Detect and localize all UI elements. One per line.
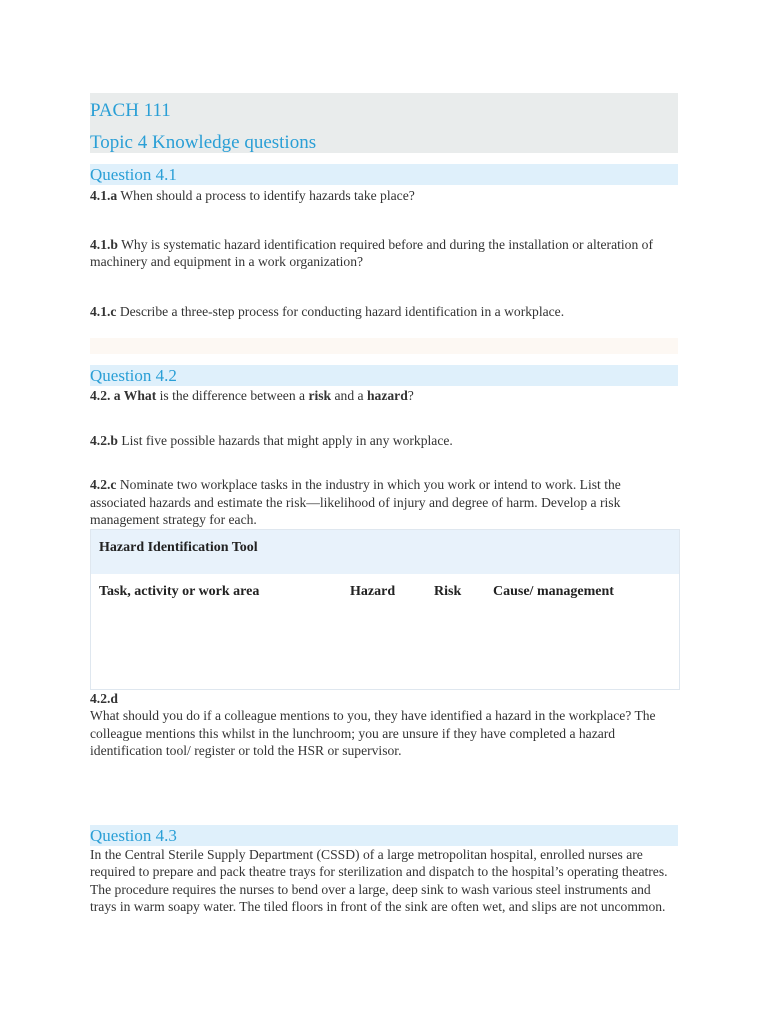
bold-term-risk: risk <box>308 388 332 403</box>
question-label: 4.1.c <box>90 303 117 319</box>
table-header-row <box>91 574 679 689</box>
column-task: Task, activity or work area <box>99 583 260 599</box>
question-text: and a <box>331 388 367 403</box>
question-4-3-heading: Question 4.3 <box>90 825 678 846</box>
question-text: Nominate two workplace tasks in the industry in which you work or intend to work. List the associated hazards and estimate the risk—likelihood of injury and degree of harm. Develop a risk management strategy for each. <box>90 477 621 527</box>
topic-title: Topic 4 Knowledge questions <box>90 132 317 153</box>
question-text: Why is systematic hazard identification required before and during the installation or alteration of machinery and equipment in a work organization? <box>90 236 653 269</box>
question-text: List five possible hazards that might apply in any workplace. <box>117 432 453 448</box>
question-4-3-scenario: In the Central Sterile Supply Department (CSSD) of a large metropolitan hospital, enrolled nurses are required to prepare and pack theatre trays for sterilization and dispatch to the hospital’s operating theatres. The procedure requires the nurses to bend over a large, deep sink to wash various steel instruments and trays in warm soapy water. The tiled floors in front of the sink are often wet, and slips are not uncommon. <box>90 846 668 914</box>
question-4-2-a <box>90 387 678 405</box>
question-text: When should a process to identify hazards take place? <box>117 188 415 203</box>
question-label: 4.1.b <box>90 236 118 252</box>
question-4-2-b <box>90 432 678 450</box>
title-block <box>90 93 678 153</box>
question-4-1-a <box>90 187 678 205</box>
table-title: Hazard Identification Tool <box>91 530 679 574</box>
column-cause-management: Cause/ management <box>493 583 614 599</box>
question-4-2-heading: Question 4.2 <box>90 365 678 386</box>
question-4-2-d: What should you do if a colleague mentions to you, they have identified a hazard in the workplace? The colleague mentions this whilst in the lunchroom; you are unsure if they have completed a hazard identification tool/ register or told the HSR or supervisor. <box>90 708 656 758</box>
bold-term-hazard: hazard <box>366 388 408 403</box>
question-label: 4.2.c <box>90 477 117 492</box>
column-risk: Risk <box>434 583 462 599</box>
question-4-1-c <box>90 303 678 321</box>
answer-space-band <box>90 338 678 354</box>
question-4-2-c <box>90 476 678 529</box>
question-4-2-d-label <box>90 690 678 708</box>
hazard-identification-table <box>90 529 680 690</box>
question-4-1-heading: Question 4.1 <box>90 164 678 185</box>
document-page <box>90 93 678 916</box>
question-text: ? <box>407 388 414 403</box>
question-label: 4.1.a <box>90 188 118 203</box>
question-label: 4.2. a What <box>90 388 157 403</box>
question-label: 4.2.b <box>90 432 118 448</box>
question-text: Describe a three-step process for conducting hazard identification in a workplace. <box>116 303 565 319</box>
question-text: is the difference between a <box>156 388 309 403</box>
question-4-1-b <box>90 236 678 271</box>
column-hazard: Hazard <box>350 583 396 599</box>
course-code: PACH 111 <box>90 100 171 121</box>
question-label: 4.2.d <box>90 690 118 706</box>
